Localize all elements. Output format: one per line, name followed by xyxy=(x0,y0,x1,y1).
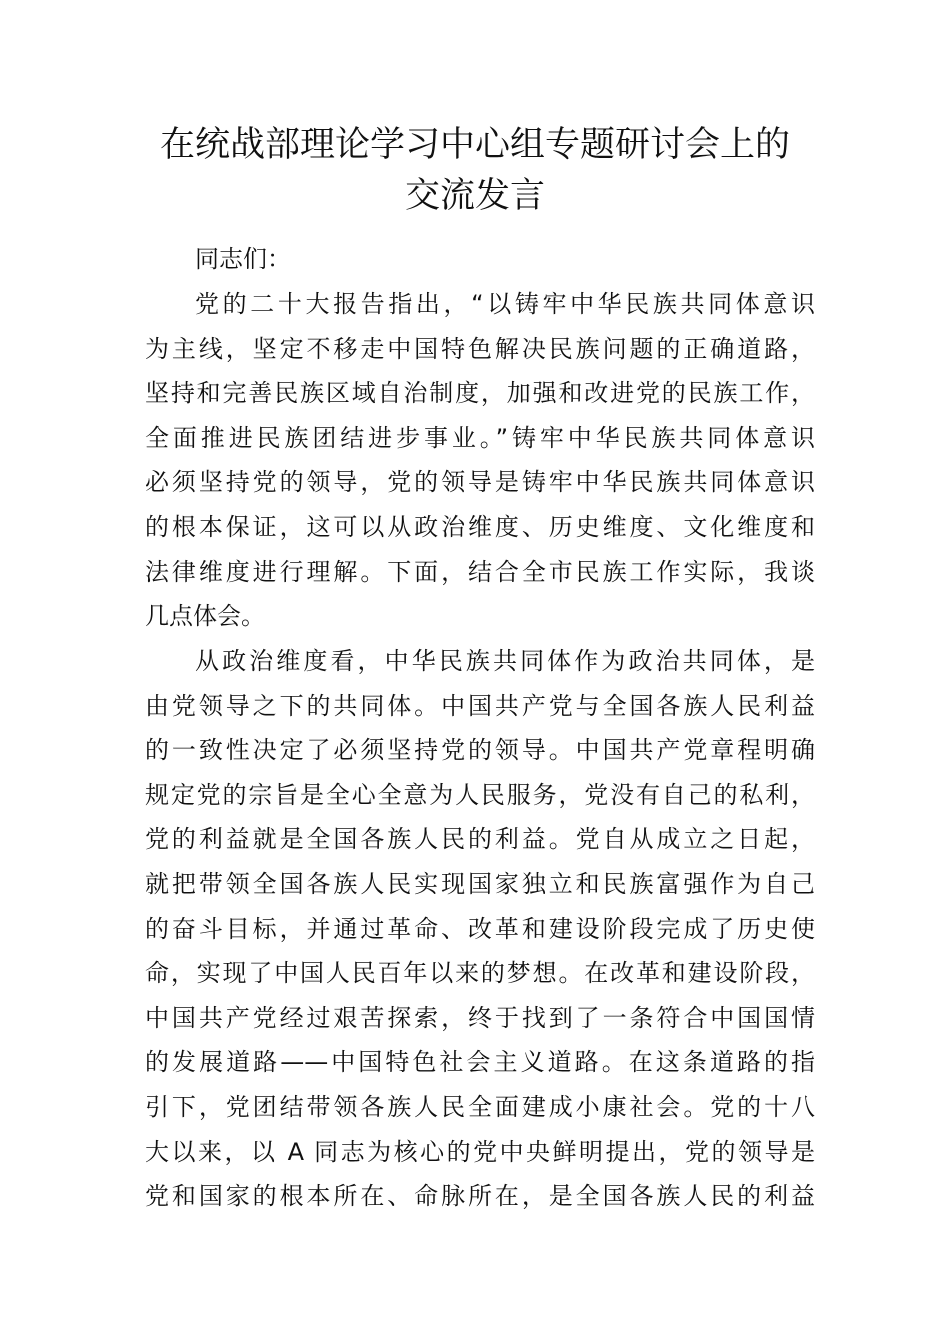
paragraph-line: 从政治维度看，中华民族共同体作为政治共同体，是 xyxy=(195,647,815,675)
paragraph-line: 大以来，以 A 同志为核心的党中央鲜明提出，党的领导是 xyxy=(145,1137,815,1166)
paragraph-line: 法律维度进行理解。下面，结合全市民族工作实际，我谈 xyxy=(145,557,815,586)
paragraph-line: 中国共产党经过艰苦探索，终于找到了一条符合中国国情 xyxy=(145,1003,815,1032)
paragraph-line: 为主线，坚定不移走中国特色解决民族问题的正确道路， xyxy=(145,334,815,363)
paragraph-line: 的根本保证，这可以从政治维度、历史维度、文化维度和 xyxy=(145,512,815,541)
paragraph-line: 党和国家的根本所在、命脉所在，是全国各族人民的利益 xyxy=(145,1182,815,1211)
document-title-line-1: 在统战部理论学习中心组专题研讨会上的 xyxy=(159,125,790,165)
paragraph-1 xyxy=(145,282,815,639)
paragraph-line: 党的利益就是全国各族人民的利益。党自从成立之日起， xyxy=(145,825,815,854)
paragraph-2 xyxy=(145,639,815,1219)
document-title-line-2: 交流发言 xyxy=(404,176,545,216)
paragraph-line: 就把带领全国各族人民实现国家独立和民族富强作为自己 xyxy=(145,869,815,898)
paragraph-line: 命，实现了中国人民百年以来的梦想。在改革和建设阶段， xyxy=(145,959,815,988)
paragraph-line: 坚持和完善民族区域自治制度，加强和改进党的民族工作， xyxy=(145,379,815,408)
salutation: 同志们： xyxy=(195,245,291,273)
paragraph-line: 的发展道路——中国特色社会主义道路。在这条道路的指 xyxy=(145,1048,815,1077)
paragraph-line: 党的二十大报告指出，“以铸牢中华民族共同体意识 xyxy=(195,290,815,318)
paragraph-line: 引下，党团结带领各族人民全面建成小康社会。党的十八 xyxy=(145,1092,815,1121)
paragraph-line: 必须坚持党的领导，党的领导是铸牢中华民族共同体意识 xyxy=(145,468,815,497)
paragraph-line: 的一致性决定了必须坚持党的领导。中国共产党章程明确 xyxy=(145,736,815,765)
paragraph-line: 的奋斗目标，并通过革命、改革和建设阶段完成了历史使 xyxy=(145,914,815,943)
paragraph-line: 全面推进民族团结进步事业。”铸牢中华民族共同体意识 xyxy=(145,423,815,452)
paragraph-line: 几点体会。 xyxy=(145,602,265,631)
paragraph-line: 由党领导之下的共同体。中国共产党与全国各族人民利益 xyxy=(145,691,815,720)
paragraph-line: 规定党的宗旨是全心全意为人民服务，党没有自己的私利， xyxy=(145,780,815,809)
